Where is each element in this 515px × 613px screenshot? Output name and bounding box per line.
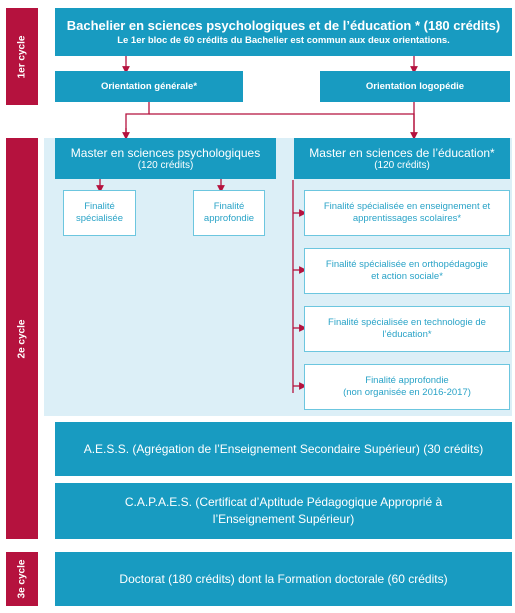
edu-fin-2-line-2: et action sociale* [371,271,443,282]
psy-fin-1-line-2: spécialisée [76,213,123,224]
psy-finalite-approfondie [193,190,265,236]
master-edu-credits: (120 crédits) [374,160,430,171]
master-psy-box [55,138,276,179]
bachelor-box [55,8,512,56]
bachelor-title: Bachelier en sciences psychologiques et de l’éducation * (180 crédits) [66,18,501,33]
edu-fin-4-line-2: (non organisée en 2016-2017) [343,387,471,398]
cycle-2-label: 2e cycle [16,319,28,358]
aess-box [55,422,512,476]
orientation-generale-box [55,71,243,102]
edu-fin-3-line-1: Finalité spécialisée en technologie de [328,317,486,328]
master-edu-box [294,138,510,179]
cycle-1-label: 1er cycle [16,35,28,78]
bachelor-subtitle: Le 1er bloc de 60 crédits du Bachelier est commun aux deux orientations. [117,35,450,46]
edu-fin-2-line-1: Finalité spécialisée en orthopédagogie [325,259,489,270]
cycle-3-label: 3e cycle [16,559,28,599]
capaes-line-1: C.A.P.A.E.S. (Certificat d’Aptitude Pédagogique Approprié à [124,495,443,509]
line-general-edu [149,114,414,138]
capaes-box [55,483,512,539]
edu-fin-1-line-2: apprentissages scolaires* [352,213,462,224]
orientation-logopedie-box [320,71,510,102]
edu-finalite-technologie [304,306,510,352]
orientation-logopedie-label: Orientation logopédie [365,81,465,92]
doctorat-box [55,552,512,606]
edu-finalite-orthopedagogie [304,248,510,294]
edu-finalite-approfondie [304,364,510,410]
capaes-line-2: l’Enseignement Supérieur) [212,512,355,526]
psy-fin-2-line-1: Finalité [213,201,245,212]
aess-label: A.E.S.S. (Agrégation de l’Enseignement Secondaire Supérieur) (30 crédits) [83,441,484,456]
master-edu-title: Master en sciences de l’éducation* [309,146,495,160]
psy-finalite-specialisee [63,190,136,236]
psy-fin-1-line-1: Finalité [84,201,115,212]
edu-fin-4-line-1: Finalité approfondie [365,375,449,386]
edu-fin-1-line-1: Finalité spécialisée en enseignement et [323,201,491,212]
edu-fin-3-line-2: l’éducation* [382,329,432,340]
edu-finalite-enseignement [304,190,510,236]
doctorat-label: Doctorat (180 crédits) dont la Formation doctorale (60 crédits) [119,571,448,586]
orientation-generale-label: Orientation générale* [100,81,198,92]
master-psy-credits: (120 crédits) [137,160,194,171]
psy-fin-2-line-2: approfondie [203,213,255,224]
line-general-psy [126,102,149,138]
master-psy-title: Master en sciences psychologiques [70,146,261,160]
